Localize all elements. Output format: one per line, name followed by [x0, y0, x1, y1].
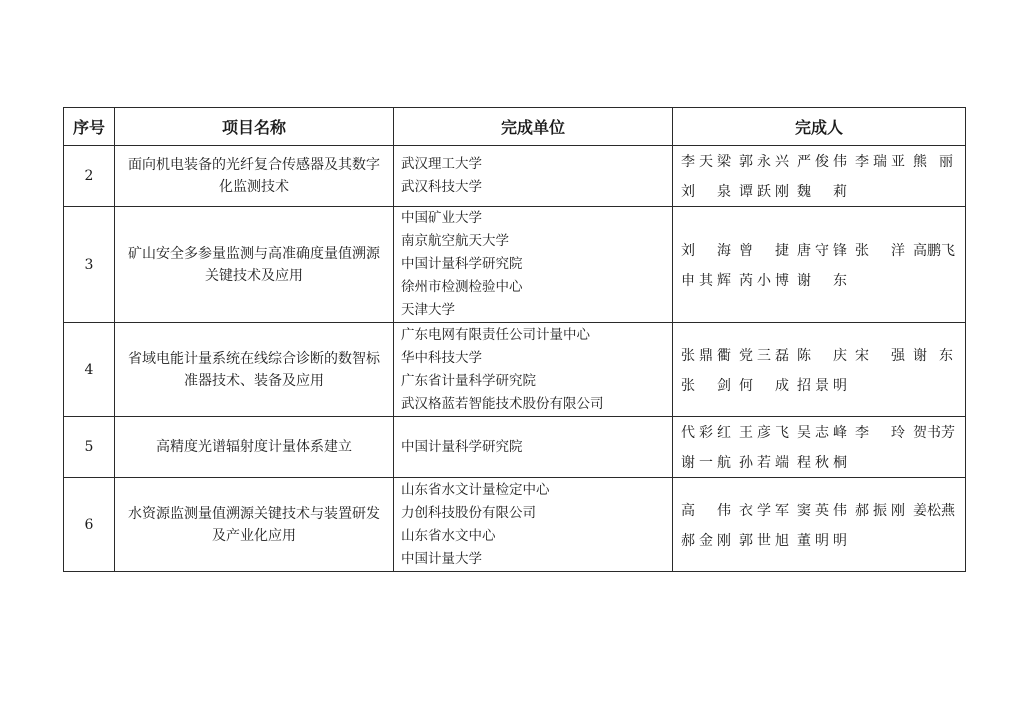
unit-list [394, 323, 673, 417]
unit-item: 天津大学 [401, 302, 455, 318]
unit-item: 力创科技股份有限公司 [401, 504, 536, 521]
row-number: 6 [64, 478, 115, 572]
unit-item: 武汉理工大学 [401, 156, 482, 172]
unit-list [394, 207, 673, 323]
person-name: 李天梁 [681, 154, 731, 170]
row-number: 3 [64, 207, 115, 323]
table-row [64, 323, 966, 417]
person-name: 李 玲 [855, 425, 905, 441]
people-list [673, 323, 966, 417]
person-name: 谢 东 [913, 347, 953, 364]
unit-list [394, 417, 673, 478]
person-name: 唐守锋 [797, 242, 847, 259]
table-row [64, 417, 966, 478]
person-name: 招景明 [797, 377, 847, 394]
person-name: 熊 丽 [913, 154, 953, 170]
project-name: 水资源监测量值溯源关键技术与装置研发及产业化应用 [115, 478, 394, 572]
person-name: 董明明 [797, 532, 847, 549]
unit-item: 华中科技大学 [401, 349, 482, 366]
person-name: 贺书芳 [913, 425, 955, 441]
person-name: 张 剑 [681, 377, 731, 394]
person-name: 高鹏飞 [913, 242, 955, 259]
unit-item: 山东省水文计量检定中心 [401, 481, 550, 498]
person-name: 谢一航 [681, 455, 731, 471]
unit-item: 武汉科技大学 [401, 179, 482, 195]
person-name: 谭跃刚 [739, 184, 789, 200]
person-name: 代彩红 [681, 425, 731, 441]
person-name: 严俊伟 [797, 154, 847, 170]
person-name: 王彦飞 [739, 425, 789, 441]
person-name: 申其辉 [681, 272, 731, 289]
person-name: 何 成 [739, 377, 789, 394]
person-name: 高 伟 [681, 502, 731, 519]
person-name: 程秋桐 [797, 455, 847, 471]
unit-list [394, 478, 673, 572]
unit-item: 武汉格蓝若智能技术股份有限公司 [401, 395, 604, 412]
row-number: 2 [64, 146, 115, 207]
unit-item: 广东省计量科学研究院 [401, 372, 536, 389]
person-name: 党三磊 [739, 347, 789, 364]
unit-item: 中国矿业大学 [401, 210, 482, 226]
person-name: 谢 东 [797, 272, 847, 289]
unit-item: 中国计量大学 [401, 550, 482, 567]
table-row [64, 146, 966, 207]
people-list [673, 207, 966, 323]
person-name: 窦英伟 [797, 502, 847, 519]
unit-item: 山东省水文中心 [401, 527, 496, 544]
row-number: 5 [64, 417, 115, 478]
header-no: 序号 [64, 108, 115, 146]
person-name: 张鼎衢 [681, 347, 731, 364]
person-name: 郭永兴 [739, 154, 789, 170]
people-list [673, 146, 966, 207]
row-number: 4 [64, 323, 115, 417]
project-name: 省域电能计量系统在线综合诊断的数智标准器技术、装备及应用 [115, 323, 394, 417]
award-table [63, 107, 966, 572]
person-name: 吴志峰 [797, 425, 847, 441]
unit-item: 中国计量科学研究院 [401, 256, 523, 272]
table-row [64, 207, 966, 323]
person-name: 衣学军 [739, 502, 789, 519]
person-name: 芮小博 [739, 272, 789, 289]
people-list [673, 478, 966, 572]
person-name: 魏 莉 [797, 184, 847, 200]
unit-item: 中国计量科学研究院 [401, 438, 523, 455]
person-name: 姜松燕 [913, 502, 955, 519]
project-name: 面向机电装备的光纤复合传感器及其数字化监测技术 [115, 146, 394, 207]
people-list [673, 417, 966, 478]
person-name: 张 洋 [855, 242, 905, 259]
unit-item: 徐州市检测检验中心 [401, 279, 523, 295]
person-name: 郝金刚 [681, 532, 731, 549]
person-name: 刘 海 [681, 242, 731, 259]
unit-list [394, 146, 673, 207]
header-unit: 完成单位 [394, 108, 673, 146]
project-name: 矿山安全多参量监测与高准确度量值溯源关键技术及应用 [115, 207, 394, 323]
person-name: 刘 泉 [681, 184, 731, 200]
project-name: 高精度光谱辐射度计量体系建立 [115, 417, 394, 478]
person-name: 宋 强 [855, 347, 905, 364]
table-header-row [64, 108, 966, 146]
person-name: 孙若端 [739, 455, 789, 471]
unit-item: 南京航空航天大学 [401, 233, 509, 249]
table-row [64, 478, 966, 572]
header-people: 完成人 [673, 108, 966, 146]
unit-item: 广东电网有限责任公司计量中心 [401, 326, 590, 343]
person-name: 曾 捷 [739, 242, 789, 259]
header-name: 项目名称 [115, 108, 394, 146]
person-name: 郭世旭 [739, 532, 789, 549]
person-name: 陈 庆 [797, 347, 847, 364]
person-name: 李瑞亚 [855, 154, 905, 170]
person-name: 郝振刚 [855, 502, 905, 519]
